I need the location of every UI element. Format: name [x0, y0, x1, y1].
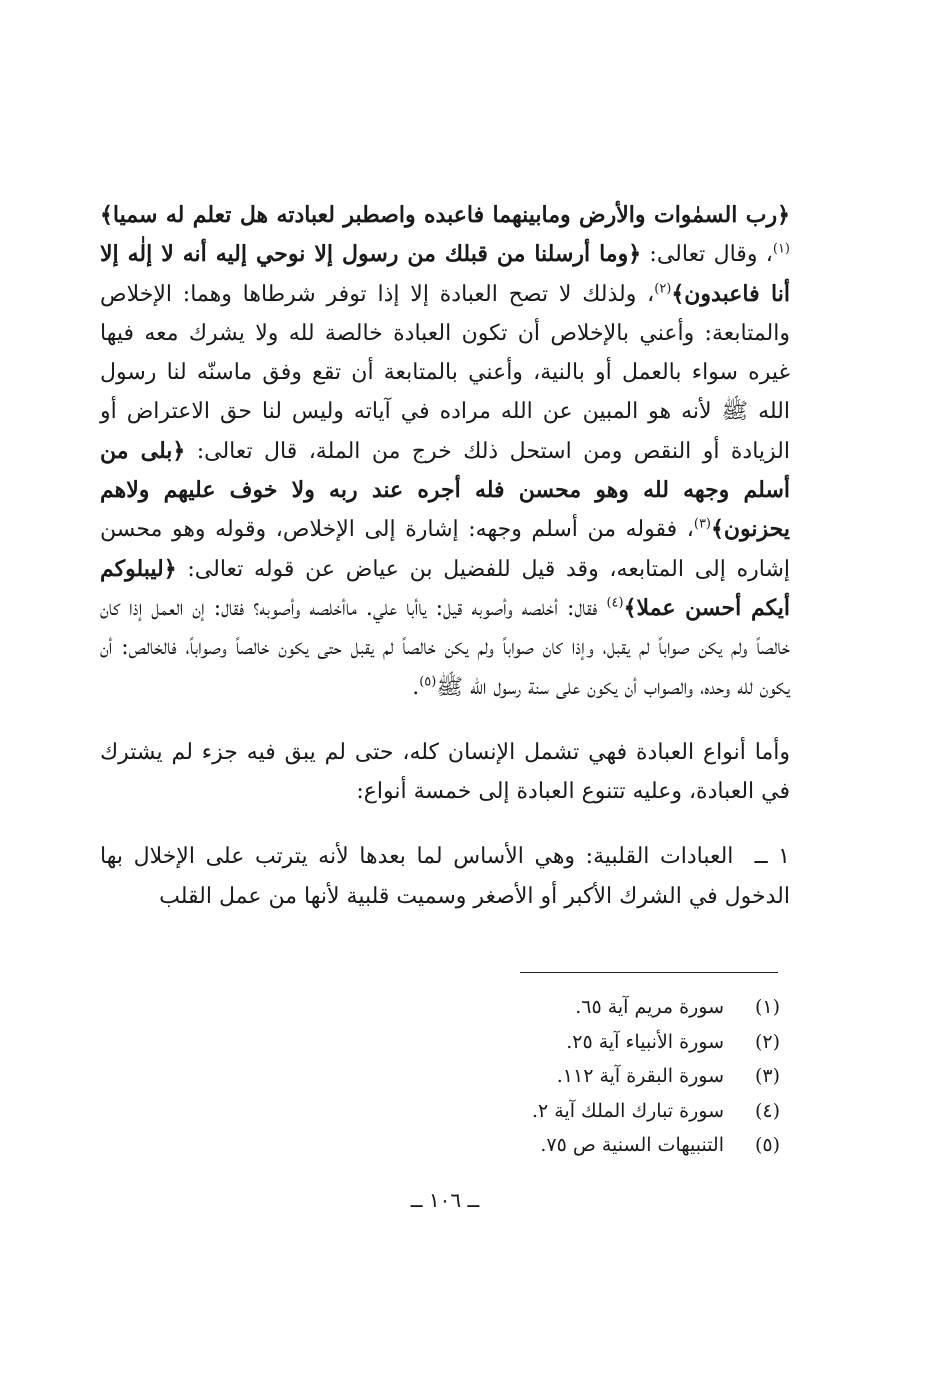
quran-verse-3: ﴿بلى من أسلم وجهه لله وهو محسن فله أجره عند ربه ولا خوف عليهم ولاهم يحزنون﴾ [100, 437, 790, 543]
footnote-item [440, 1094, 780, 1129]
footnote-item [440, 1059, 780, 1094]
footnote-ref-1: (١) [772, 241, 790, 257]
footnote-item [440, 1025, 780, 1060]
text-segment-4: فقال: أخلصه وأصوبه قيل: ياأبا علي. ماأخلصه وأصوبه؟ فقال: إن العمل إذا كان خالصاً ولم يكن صواباً لم يقبل، وإذا كان صواباً ولم يكن خالصاً لم يقبل حتى يكون خالصاً وصواباً، فالخالص: أن يكون لله وحده، والصواب أن يكون على سنة رسول الله ﷺ [100, 595, 790, 700]
footnote-text: سورة تبارك الملك آية ٢. [531, 1099, 724, 1122]
footnote-text: سورة مريم آية ٦٥. [575, 996, 724, 1018]
footnote-ref-4: (٤) [606, 595, 624, 611]
footnotes [440, 990, 780, 1163]
quran-verse-4: ﴿ليبلوكم أيكم أحسن عملا﴾ [100, 555, 791, 621]
footnote-ref-3: (٣) [693, 517, 711, 533]
footnote-item [440, 1128, 780, 1163]
paragraph-2: وأما أنواع العبادة فهي تشمل الإنسان كله، حتى لم يبق فيه جزء لم يشترك في العبادة، وعليه تتنوع العبادة إلى خمسة أنواع: [100, 739, 790, 805]
list-item-text: العبادات القلبية: وهي الأساس لما بعدها لأنه يترتب على الإخلال بها الدخول في الشرك الأكبر أو الأصغر وسميت قلبية لأنها من عمل القلب [100, 844, 790, 909]
footnote-divider [520, 972, 778, 973]
quran-verse-1: ﴿رب السمٰوات والأرض ومابينهما فاعبده واصطبر لعبادته هل تعلم له سميا﴾ [100, 202, 790, 228]
footnote-item [440, 990, 780, 1025]
paragraph-1 [100, 196, 790, 707]
text-segment-2: ، ولذلك لا تصح العبادة إلا إذا توفر شرطاها وهما: الإخلاص والمتابعة: وأعني بالإخلاص أن تكون العبادة خالصة لله ولا يشرك معه فيها غيره سواء بالعمل أو بالنية، وأعني بالمتابعة أن تقع وفق ماسنّه لنا رسول الله ﷺ لأنه هو المبين عن الله مراده في آياته وليس لنا حق الاعتراض أو الزيادة أو النقص ومن استحل ذلك خرج من الملة، قال تعالى: [100, 281, 791, 464]
footnote-number: (٣) [754, 1065, 780, 1087]
footnote-text: سورة البقرة آية ١١٢. [556, 1065, 724, 1087]
text-segment-3: ، فقوله من أسلم وجهه: إشارة إلى الإخلاص، وقوله وهو محسن إشاره إلى المتابعه، وقد قيل للفضيل بن عياض عن قوله تعالى: [100, 517, 790, 582]
footnote-ref-5: (٥) [419, 674, 437, 690]
text-segment-5: . [412, 674, 420, 700]
text-segment-1: ، وقال تعالى: [641, 242, 773, 268]
footnote-number: (١) [754, 996, 780, 1018]
page-number: ــ ١٠٦ ــ [410, 1188, 480, 1212]
quran-verse-2: ﴿وما أرسلنا من قبلك من رسول إلا نوحي إليه أنه لا إلٰه إلا أنا فاعبدون﴾ [100, 241, 790, 307]
list-number: ١ ــ [754, 844, 790, 870]
footnote-ref-2: (٢) [654, 281, 672, 297]
footnote-number: (٥) [754, 1134, 780, 1156]
paragraph-3 [100, 837, 790, 916]
footnote-text: التنبيهات السنية ص ٧٥. [540, 1134, 724, 1156]
footnote-number: (٢) [754, 1030, 780, 1053]
footnote-text: سورة الأنبياء آية ٢٥. [566, 1030, 724, 1053]
page-body [100, 196, 790, 916]
footnote-number: (٤) [754, 1099, 780, 1122]
